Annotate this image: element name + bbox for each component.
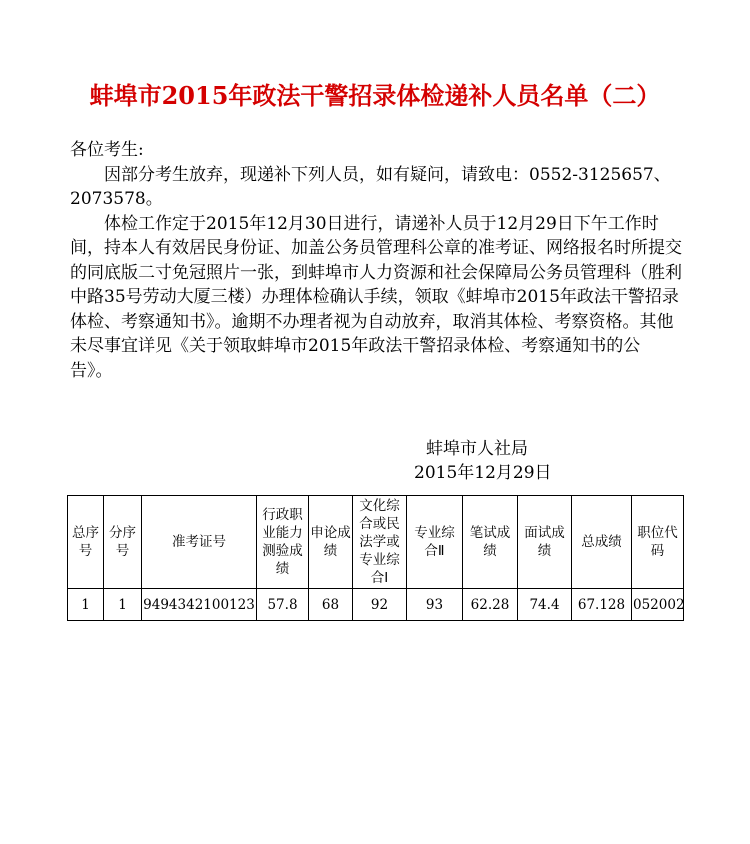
table-row — [68, 589, 684, 621]
notice-body — [70, 138, 682, 383]
header-admin-aptitude: 行政职业能力测验成绩 — [257, 496, 309, 589]
signature-date: 2015年12月29日 — [414, 463, 552, 483]
cell-sub-seq: 1 — [104, 589, 142, 621]
header-comprehensive-1: 文化综合或民法学或专业综合Ⅰ — [353, 496, 407, 589]
notice-paragraph-2: 体检工作定于2015年12月30日进行，请递补人员于12月29日下午工作时间，持本人有效居民身份证、加盖公务员管理科公章的准考证、网络报名时所提交的同底版二寸免冠照片一张，到蚌埠市人力资源和社会保障局公务员管理科（胜利中路35号劳动大厦三楼）办理体检确认手续，领取《蚌埠市2015年政法干警招录体检、考察通知书》。逾期不办理者视为自动放弃，取消其体检、考察资格。其他未尽事宜详见《关于领取蚌埠市2015年政法干警招录体检、考察通知书的公告》。 — [70, 213, 682, 381]
header-sub-seq: 分序号 — [104, 496, 142, 589]
cell-position-code: 052002 — [632, 589, 684, 621]
header-comprehensive-2: 专业综合Ⅱ — [407, 496, 463, 589]
cell-interview-score: 74.4 — [518, 589, 572, 621]
cell-admin-aptitude: 57.8 — [257, 589, 309, 621]
header-total-seq: 总序号 — [68, 496, 104, 589]
salutation: 各位考生: — [70, 140, 144, 160]
signature-organization: 蚌埠市人社局 — [426, 439, 528, 459]
header-essay: 申论成绩 — [309, 496, 353, 589]
cell-comprehensive-1: 92 — [353, 589, 407, 621]
header-exam-id: 准考证号 — [142, 496, 257, 589]
table-header-row — [68, 496, 684, 589]
cell-exam-id: 9494342100123 — [142, 589, 257, 621]
header-interview-score: 面试成绩 — [518, 496, 572, 589]
cell-total-seq: 1 — [68, 589, 104, 621]
header-total-score: 总成绩 — [572, 496, 632, 589]
cell-essay: 68 — [309, 589, 353, 621]
notice-paragraph-1: 因部分考生放弃，现递补下列人员，如有疑问，请致电：0552-3125657、2073578。 — [70, 164, 671, 209]
cell-written-score: 62.28 — [463, 589, 518, 621]
candidate-table — [67, 495, 684, 621]
cell-total-score: 67.128 — [572, 589, 632, 621]
header-position-code: 职位代码 — [632, 496, 684, 589]
page-title: 蚌埠市2015年政法干警招录体检递补人员名单（二） — [89, 81, 661, 110]
cell-comprehensive-2: 93 — [407, 589, 463, 621]
header-written-score: 笔试成绩 — [463, 496, 518, 589]
